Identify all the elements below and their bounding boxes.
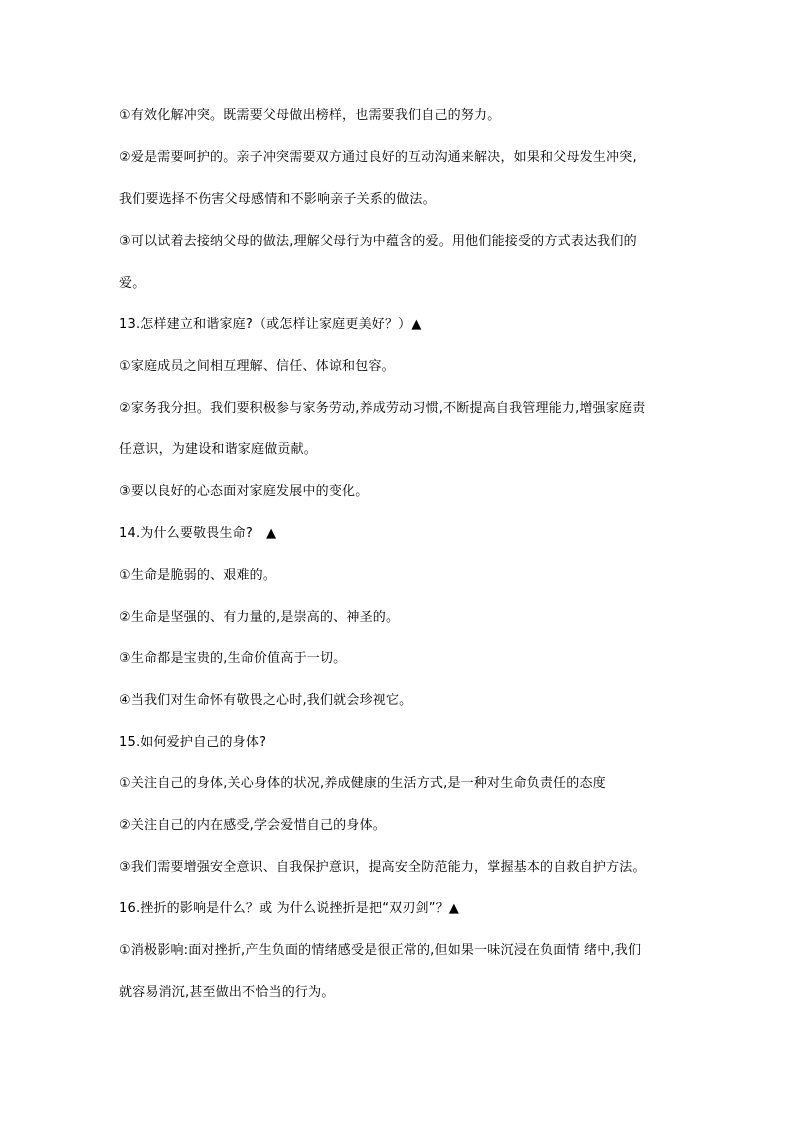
- text-line: ②关注自己的内在感受,学会爱惜自己的身体。: [119, 818, 386, 833]
- question-heading: 15.如何爱护自己的身体?: [119, 735, 267, 750]
- question-heading: 14.为什么要敬畏生命? ▲: [119, 526, 277, 541]
- text-line: ③我们需要增强安全意识、自我保护意识，提高安全防范能力，掌握基本的自救自护方法。: [119, 860, 646, 875]
- text-line: ①有效化解冲突。既需要父母做出榜样，也需要我们自己的努力。: [119, 108, 501, 123]
- text-line: ④当我们对生命怀有敬畏之心时,我们就会珍视它。: [119, 693, 413, 708]
- question-heading: 13.怎样建立和谐家庭?（或怎样让家庭更美好？）▲: [119, 317, 422, 332]
- text-line: 我们要选择不伤害父母感情和不影响亲子关系的做法。: [119, 192, 436, 207]
- text-line: 爱。: [119, 276, 146, 291]
- text-line: ①关注自己的身体,关心身体的状况,养成健康的生活方式,是一种对生命负责任的态度: [119, 776, 606, 791]
- text-line: ②家务我分担。我们要积极参与家务劳动,养成劳动习惯,不断提高自我管理能力,增强家庭责: [119, 401, 646, 416]
- text-line: 任意识，为建设和谐家庭做贡献。: [119, 442, 318, 457]
- text-line: 就容易消沉,甚至做出不恰当的行为。: [119, 985, 335, 1000]
- text-line: ①消极影响:面对挫折,产生负面的情绪感受是很正常的,但如果一味沉浸在负面情 绪中,我们: [119, 943, 642, 958]
- text-line: ①生命是脆弱的、艰难的。: [119, 568, 277, 583]
- question-heading: 16.挫折的影响是什么？或 为什么说挫折是把“双刃剑”？▲: [119, 901, 460, 916]
- text-line: ②生命是坚强的、有力量的,是崇高的、神圣的。: [119, 610, 400, 625]
- text-line: ③生命都是宝贵的,生命价值高于一切。: [119, 651, 347, 666]
- text-line: ②爱是需要呵护的。亲子冲突需要双方通过良好的互动沟通来解决，如果和父母发生冲突,: [119, 150, 637, 165]
- text-line: ①家庭成员之间相互理解、信任、体谅和包容。: [119, 359, 395, 374]
- text-line: ③可以试着去接纳父母的做法,理解父母行为中蕴含的爱。用他们能接受的方式表达我们的: [119, 234, 637, 249]
- text-line: ③要以良好的心态面对家庭发展中的变化。: [119, 484, 369, 499]
